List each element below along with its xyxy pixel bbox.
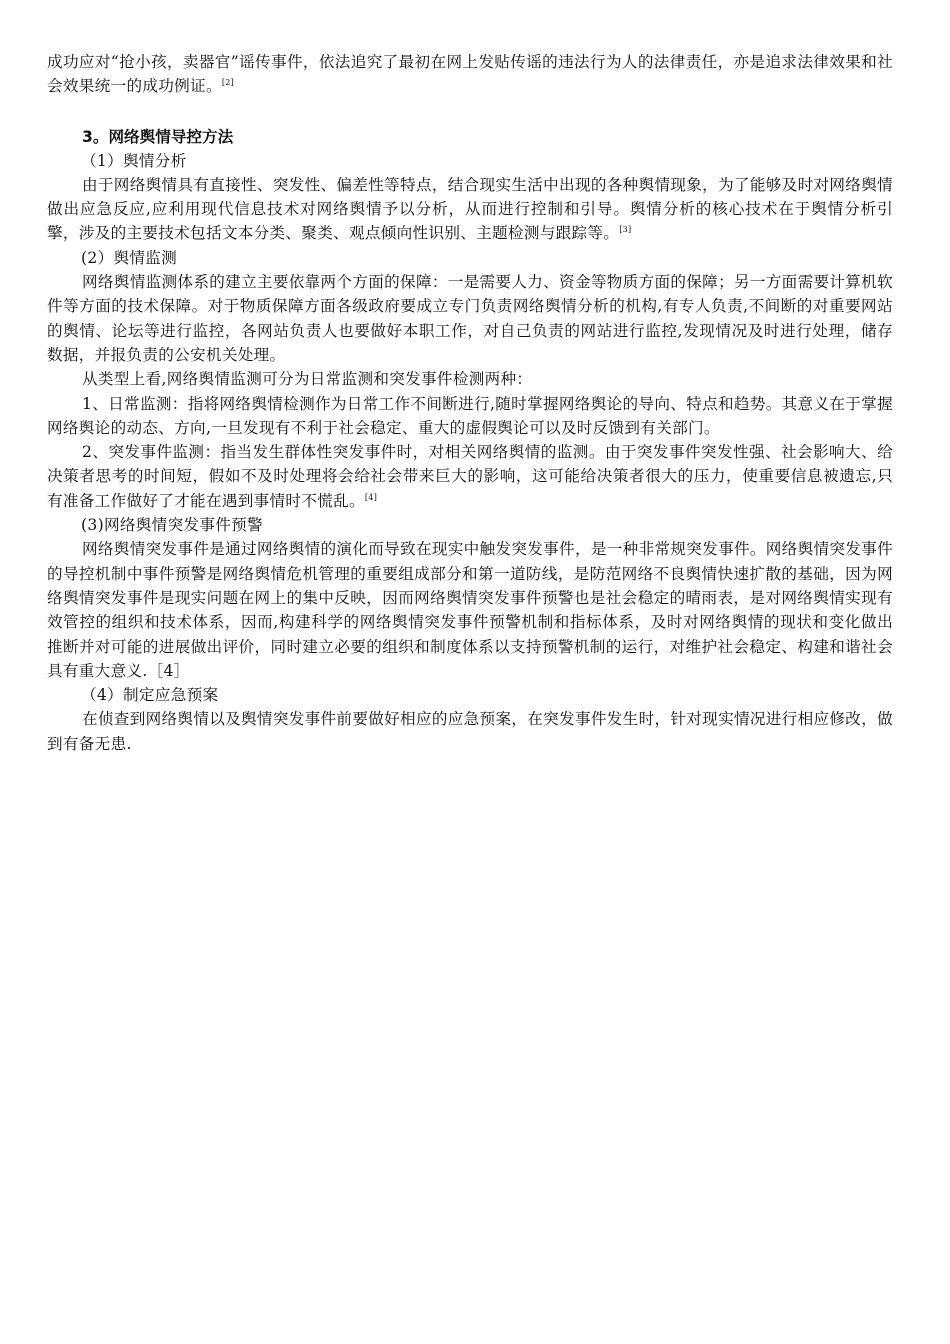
monitoring-text-4: 2、突发事件监测：指当发生群体性突发事件时，对相关网络舆情的监测。由于突发事件突发性强、社会影响大、给决策者思考的时间短，假如不及时处理将会给社会带来巨大的影响，这可能给决策者很大的压力，使重要信息被遗忘,只有准备工作做好了才能在遇到事情时不慌乱。 (47, 443, 893, 510)
analysis-paragraph (47, 173, 893, 246)
monitoring-paragraph-1: 网络舆情监测体系的建立主要依靠两个方面的保障：一是需要人力、资金等物质方面的保障；另一方面需要计算机软件等方面的技术保障。对于物质保障方面各级政府要成立专门负责网络舆情分析的机构,有专人负责,不间断的对重要网站的舆情、论坛等进行监控，各网站负责人也要做好本职工作，对自己负责的网站进行监控,发现情况及时进行处理，储存数据，并报负责的公安机关处理。 (47, 273, 893, 364)
subsection-title-monitoring: (2）舆情监测 (81, 248, 178, 267)
intro-text: 成功应对“抢小孩，卖器官”谣传事件，依法追究了最初在网上发贴传谣的违法行为人的法律责任，亦是追求法律效果和社会效果统一的成功例证。 (47, 53, 893, 96)
warning-paragraph: 网络舆情突发事件是通过网络舆情的演化而导致在现实中触发突发事件，是一种非常规突发事件。网络舆情突发事件的导控机制中事件预警是网络舆情危机管理的重要组成部分和第一道防线，是防范网络不良舆情快速扩散的基础，因为网络舆情突发事件是现实问题在网上的集中反映，因而网络舆情突发事件预警也是社会稳定的晴雨表，是对网络舆情实现有效管控的组织和技术体系，因而,构建科学的网络舆情突发事件预警机制和指标体系，及时对网络舆情的现状和变化做出推断并对可能的进展做出评价，同时建立必要的组织和制度体系以支持预警机制的运行，对维护社会稳定、构建和谐社会具有重大意义.［4］ (47, 540, 893, 680)
section-heading: 3。网络舆情导控方法 (82, 127, 234, 146)
monitoring-paragraph-2: 从类型上看,网络舆情监测可分为日常监测和突发事件检测两种： (82, 370, 533, 389)
citation-ref: [3] (619, 225, 632, 235)
citation-ref: [4] (364, 492, 378, 502)
emergency-plan-paragraph: 在侦查到网络舆情以及舆情突发事件前要做好相应的应急预案，在突发事件发生时，针对现实情况进行相应修改，做到有备无患. (47, 710, 893, 753)
subsection-title-warning: (3)网络舆情突发事件预警 (81, 516, 263, 535)
citation-ref: [2] (221, 78, 235, 88)
subsection-title-emergency-plan: （4）制定应急预案 (81, 686, 219, 705)
monitoring-paragraph-4 (47, 440, 893, 513)
subsection-title-analysis: （1）舆情分析 (81, 151, 187, 170)
analysis-text: 由于网络舆情具有直接性、突发性、偏差性等特点，结合现实生活中出现的各种舆情现象，为了能够及时对网络舆情做出应急反应,应利用现代信息技术对网络舆情予以分析，从而进行控制和引导。舆情分析的核心技术在于舆情分析引擎，涉及的主要技术包括文本分类、聚类、观点倾向性识别、主题检测与跟踪等。 (47, 175, 893, 243)
monitoring-paragraph-3: 1、日常监测：指将网络舆情检测作为日常工作不间断进行,随时掌握网络舆论的导向、特点和趋势。其意义在于掌握网络舆论的动态、方向,一旦发现有不利于社会稳定、重大的虚假舆论可以及时反馈到有关部门。 (47, 394, 893, 437)
document-page (47, 50, 893, 756)
intro-paragraph (47, 50, 893, 99)
